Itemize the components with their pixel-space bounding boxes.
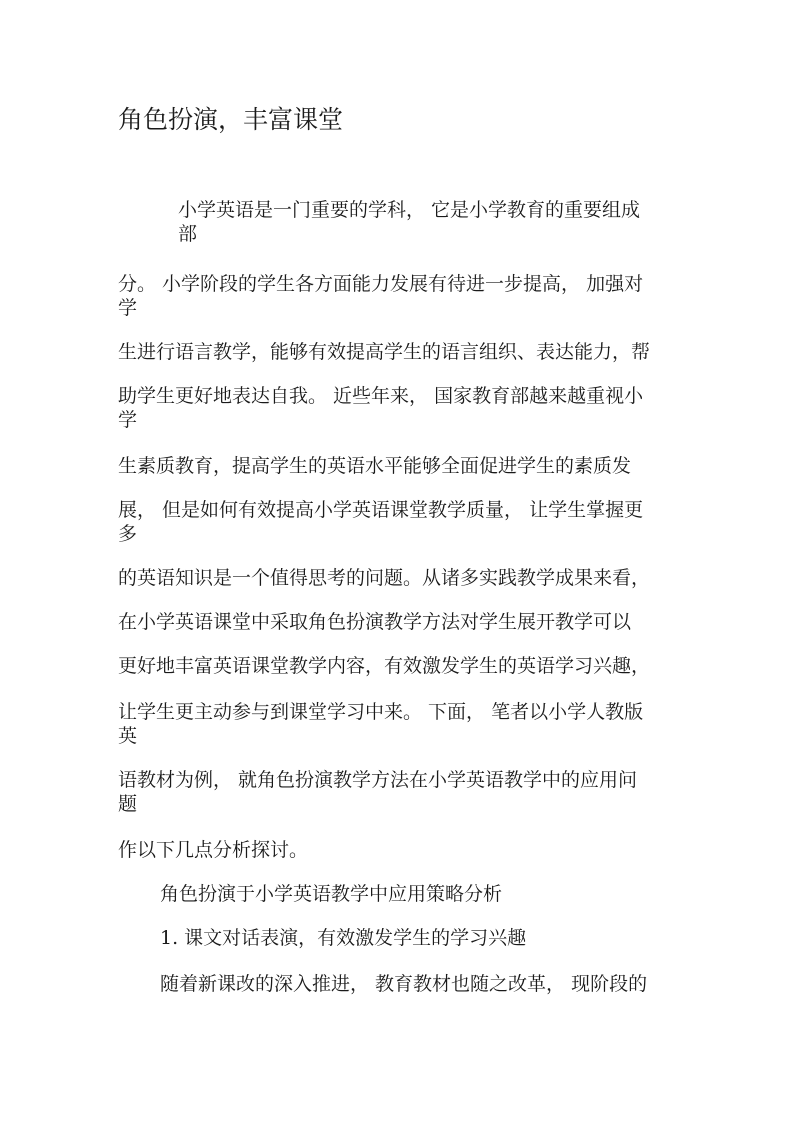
paragraph-line: 学 <box>118 297 138 319</box>
paragraph-line: 多 <box>118 523 138 545</box>
paragraph-line: 助学生更好地表达自我。 近些年来， 国家教育部越来越重视小 <box>118 385 644 407</box>
paragraph-line: 英 <box>118 725 138 747</box>
paragraph-line: 让学生更主动参与到课堂学习中来。 下面， 笔者以小学人教版 <box>118 701 644 723</box>
paragraph-line: 更好地丰富英语课堂教学内容，有效激发学生的英语学习兴趣， <box>118 655 651 677</box>
paragraph-line: 语教材为例， 就角色扮演教学方法在小学英语教学中的应用问 <box>118 769 638 791</box>
subsection-heading: 1. 课文对话表演，有效激发学生的学习兴趣 <box>160 927 527 949</box>
paragraph-line: 学 <box>118 409 138 431</box>
paragraph-line: 部 <box>178 223 198 245</box>
paragraph-line: 生进行语言教学，能够有效提高学生的语言组织、表达能力，帮 <box>118 341 651 363</box>
paragraph-line: 分。 小学阶段的学生各方面能力发展有待进一步提高， 加强对 <box>118 273 644 295</box>
paragraph-line: 生素质教育，提高学生的英语水平能够全面促进学生的素质发 <box>118 455 632 477</box>
paragraph-line: 题 <box>118 793 138 815</box>
document-title: 角色扮演，丰富课堂 <box>118 105 344 134</box>
paragraph-line: 展， 但是如何有效提高小学英语课堂教学质量， 让学生掌握更 <box>118 499 644 521</box>
paragraph-line: 作以下几点分析探讨。 <box>118 839 309 861</box>
paragraph-line: 的英语知识是一个值得思考的问题。从诸多实践教学成果来看， <box>118 567 651 589</box>
section-heading: 角色扮演于小学英语教学中应用策略分析 <box>160 883 503 905</box>
paragraph-line: 在小学英语课堂中采取角色扮演教学方法对学生展开教学可以 <box>118 611 632 633</box>
paragraph-line: 随着新课改的深入推进， 教育教材也随之改革， 现阶段的 <box>160 973 648 995</box>
paragraph-line: 小学英语是一门重要的学科， 它是小学教育的重要组成 <box>178 199 641 221</box>
